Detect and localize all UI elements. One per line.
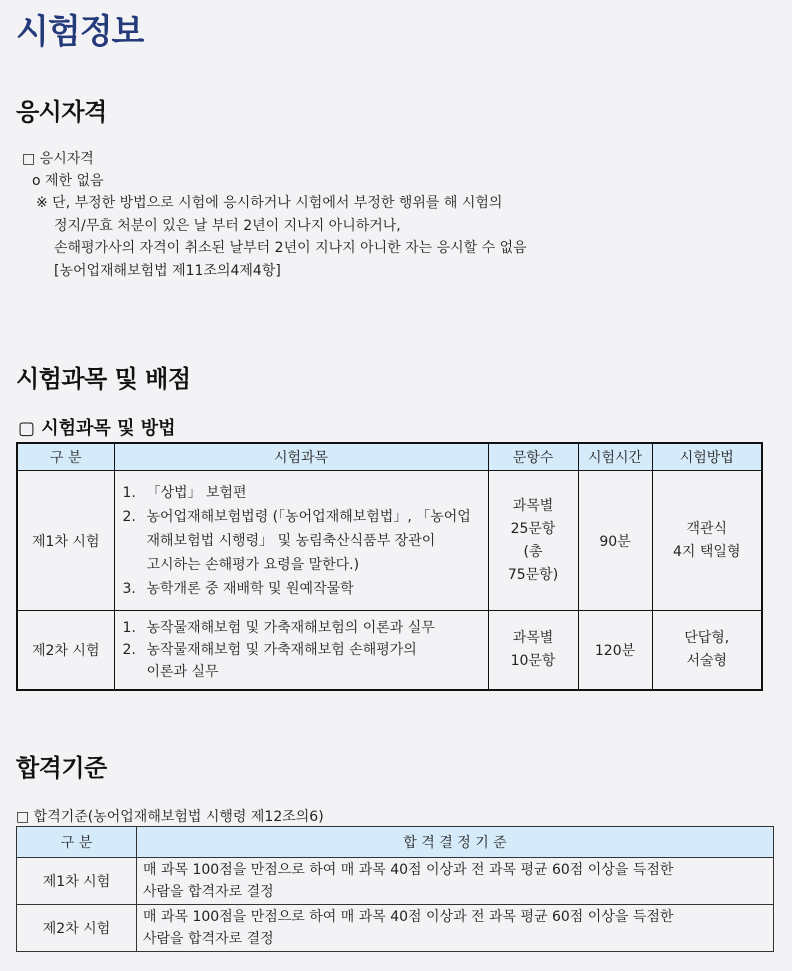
questions-cell: 과목별 25문항 (총 75문항) [488,471,578,611]
column-header: 문항수 [488,443,578,471]
division-cell: 제1차 시험 [17,471,114,611]
table-row [17,471,762,611]
pass-item-label: □ 합격기준(농어업재해보험법 시행령 제12조의6) [16,809,324,825]
table-row [17,611,762,690]
eligibility-note-line: ※ 단, 부정한 방법으로 시험에 응시하거나 시험에서 부정한 행위를 해 시험의 [36,195,503,211]
column-header: 시험과목 [114,443,488,471]
table-header-row [17,443,762,471]
division-cell: 제2차 시험 [17,905,137,952]
table-header-row [17,827,774,858]
eligibility-note-line: [농어업재해보험법 제11조의4제4항] [54,263,281,279]
division-cell: 제1차 시험 [17,858,137,905]
time-cell: 90분 [578,471,652,611]
table-row [17,858,774,905]
subjects-cell [114,471,488,611]
subjects-cell [114,611,488,690]
eligibility-sub-label: o 제한 없음 [32,173,104,189]
criteria-cell: 매 과목 100점을 만점으로 하여 매 과목 40점 이상과 전 과목 평균 60점 이상을 득점한 사람을 합격자로 결정 [137,905,774,952]
subject-item: 1. 「상법」 보험편 [122,484,247,501]
method-cell: 단답형, 서술형 [652,611,762,690]
page-title: 시험정보 [16,12,144,52]
subject-item: 1. 농작물재해보험 및 가축재해보험의 이론과 실무 [122,619,435,636]
table-row [17,905,774,952]
column-header: 구 분 [17,443,114,471]
criteria-cell: 매 과목 100점을 만점으로 하여 매 과목 40점 이상과 전 과목 평균 60점 이상을 득점한 사람을 합격자로 결정 [137,858,774,905]
questions-cell: 과목별 10문항 [488,611,578,690]
column-header: 구 분 [17,827,137,858]
method-cell: 객관식 4지 택일형 [652,471,762,611]
eligibility-item-label: □ 응시자격 [22,151,94,167]
subjects-sub-heading: ▢ 시험과목 및 방법 [18,418,176,439]
column-header: 합 격 결 정 기 준 [137,827,774,858]
subjects-table [16,442,763,691]
pass-table [16,826,774,952]
pass-heading: 합격기준 [16,754,107,782]
division-cell: 제2차 시험 [17,611,114,690]
eligibility-note-line: 정지/무효 처분이 있은 날 부터 2년이 지나지 아니하거나, [54,218,401,234]
subject-item: 2. 농작물재해보험 및 가축재해보험 손해평가의 이론과 실무 [122,641,417,680]
column-header: 시험시간 [578,443,652,471]
subject-item: 2. 농어업재해보험법령 (「농어업재해보험법」, 「농어업 재해보험법 시행령」 및 농림축산식품부 장관이 고시하는 손해평가 요령을 말한다.) [122,508,471,573]
subjects-heading: 시험과목 및 배점 [16,365,191,393]
column-header: 시험방법 [652,443,762,471]
eligibility-note-line: 손해평가사의 자격이 취소된 날부터 2년이 지나지 아니한 자는 응시할 수 없음 [54,240,527,256]
time-cell: 120분 [578,611,652,690]
eligibility-heading: 응시자격 [16,98,107,126]
subject-item: 3. 농학개론 중 재배학 및 원예작물학 [122,580,354,597]
